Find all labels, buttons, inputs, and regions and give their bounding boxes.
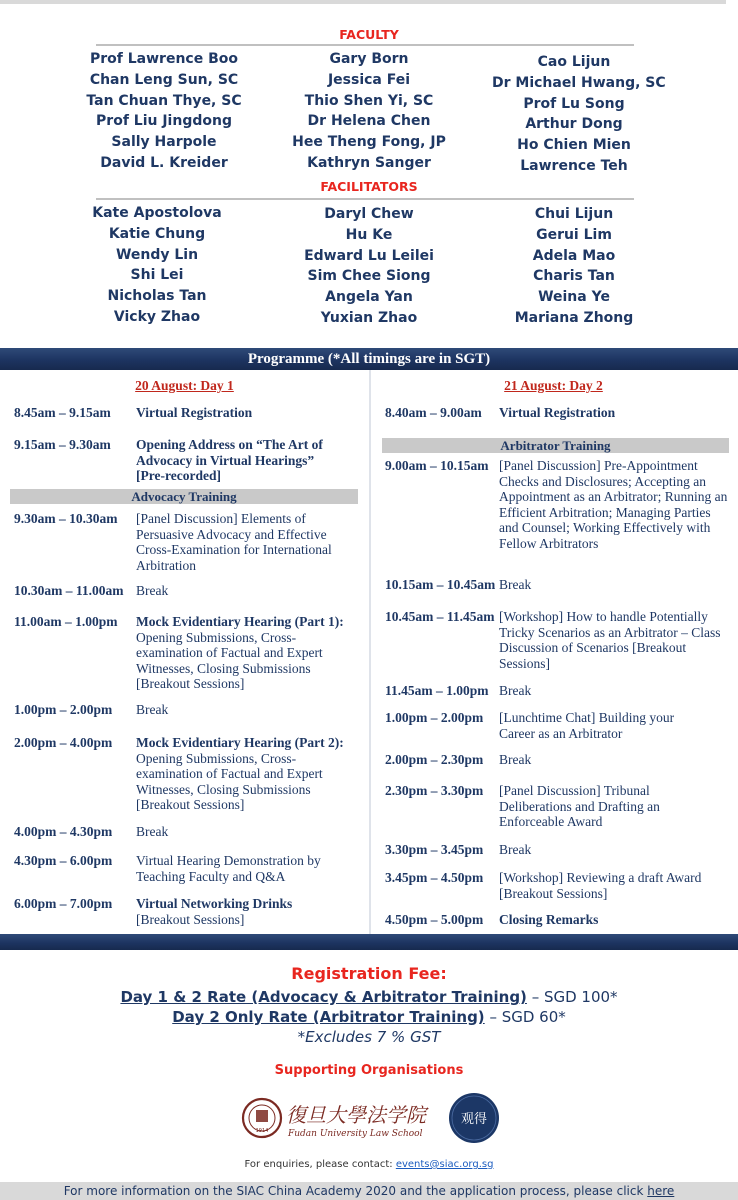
- faculty-col-3: [492, 52, 666, 177]
- day1-heading: 20 August: Day 1: [135, 378, 234, 393]
- rate-day1-2-label: Day 1 & 2 Rate (Advocacy & Arbitrator Training): [120, 988, 527, 1006]
- faculty-name: Thio Shen Yi, SC: [304, 92, 434, 109]
- session-time: 9.15am – 9.30am: [14, 437, 111, 452]
- rate-day2-label: Day 2 Only Rate (Arbitrator Training): [172, 1008, 485, 1026]
- facilitator-name: Hu Ke: [345, 226, 393, 243]
- faculty-col-1: [86, 49, 242, 174]
- footer-here-link[interactable]: here: [647, 1184, 675, 1198]
- programme-footer-bar: [0, 934, 738, 950]
- session-title: Mock Evidentiary Hearing (Part 2):: [136, 735, 344, 750]
- faculty-name: David L. Kreider: [100, 154, 228, 171]
- facilitator-name: Sim Chee Siong: [307, 268, 431, 285]
- facilitator-name: Gerui Lim: [536, 226, 612, 243]
- faculty-name: Ho Chien Mien: [517, 137, 631, 154]
- faculty-name: Jessica Fei: [327, 71, 411, 88]
- facilitators-rule: [96, 198, 634, 200]
- supporting-organisations-title: Supporting Organisations: [274, 1063, 464, 1078]
- column-divider: [369, 370, 371, 934]
- gst-note: *Excludes 7 % GST: [297, 1028, 441, 1046]
- faculty-name: Lawrence Teh: [520, 157, 628, 174]
- session-title: Virtual Registration: [499, 405, 616, 420]
- facilitator-name: Angela Yan: [325, 289, 413, 306]
- fudan-law-school-logo: [240, 1090, 502, 1146]
- session-description: Break: [136, 583, 169, 598]
- guande-badge-text: 观得: [460, 1112, 488, 1127]
- session-time: 11.00am – 1.00pm: [14, 614, 118, 629]
- enquiry-text: For enquiries, please contact:: [244, 1159, 396, 1170]
- session-description: [Panel Discussion] Pre-Appointment Checks and Disclosures; Accepting an Appointment as an Arbitrator; Running an Efficient Arbitration; Managing Parties and Counsel; Working Effectively with Fellow Arbitrators: [499, 458, 728, 551]
- faculty-name: Chan Leng Sun, SC: [89, 71, 239, 88]
- session-time: 11.45am – 1.00pm: [385, 683, 489, 698]
- top-strip: [0, 0, 726, 4]
- session-time: 1.00pm – 2.00pm: [385, 710, 484, 725]
- faculty-col-2: [284, 49, 454, 174]
- arbitrator-training-band: Arbitrator Training: [382, 438, 729, 453]
- faculty-name: Prof Lawrence Boo: [90, 51, 238, 67]
- faculty-name: Kathryn Sanger: [307, 154, 431, 171]
- session-description: Opening Submissions, Cross-examination of Factual and Expert Witnesses, Closing Submissions [Breakout Sessions]: [136, 629, 323, 692]
- faculty-name: Cao Lijun: [537, 54, 611, 70]
- rate-day2: [0, 1008, 738, 1026]
- session-time: 2.00pm – 4.00pm: [14, 735, 113, 750]
- session-description: Break: [136, 824, 169, 839]
- session-time: 10.15am – 10.45am: [385, 577, 496, 592]
- faculty-name: Hee Theng Fong, JP: [292, 134, 446, 151]
- facilitator-name: Wendy Lin: [115, 246, 199, 263]
- session-time: 10.30am – 11.00am: [14, 583, 124, 598]
- facilitator-name: Weina Ye: [538, 289, 610, 306]
- footer-text: For more information on the SIAC China Academy 2020 and the application process, please click: [63, 1184, 648, 1198]
- programme-header: Programme (*All timings are in SGT): [0, 348, 738, 370]
- facilitator-name: Yuxian Zhao: [320, 309, 418, 326]
- facilitator-name: Daryl Chew: [324, 206, 414, 222]
- facilitator-name: Chui Lijun: [534, 206, 614, 222]
- rate-day1-2-price: – SGD 100*: [526, 988, 618, 1006]
- session-description: Break: [499, 577, 532, 592]
- facilitator-name: Katie Chung: [108, 225, 206, 242]
- facilitator-name: Charis Tan: [533, 268, 615, 285]
- session-time: 1.00pm – 2.00pm: [14, 702, 113, 717]
- session-time: 4.00pm – 4.30pm: [14, 824, 113, 839]
- facilitator-name: Shi Lei: [130, 267, 184, 284]
- faculty-name: Dr Helena Chen: [307, 113, 431, 130]
- session-time: 9.30am – 10.30am: [14, 511, 118, 526]
- facilitators-col-2: [296, 204, 442, 329]
- seal-year: 1914: [255, 1128, 269, 1134]
- enquiry-line: [0, 1159, 738, 1170]
- facilitators-col-1: [92, 203, 222, 328]
- session-title: Mock Evidentiary Hearing (Part 1):: [136, 614, 344, 629]
- session-time: 9.00am – 10.15am: [385, 458, 489, 473]
- session-time: 10.45am – 11.45am: [385, 609, 495, 624]
- faculty-name: Prof Liu Jingdong: [96, 113, 232, 130]
- session-time: 8.40am – 9.00am: [385, 405, 482, 420]
- session-description: Break: [499, 683, 532, 698]
- facilitator-name: Mariana Zhong: [514, 309, 634, 326]
- facilitator-name: Kate Apostolova: [92, 205, 222, 221]
- session-description: [Lunchtime Chat] Building your Career as an Arbitrator: [499, 710, 675, 741]
- day2-heading: 21 August: Day 2: [504, 378, 603, 393]
- session-description: Opening Submissions, Cross-examination of Factual and Expert Witnesses, Closing Submissions [Breakout Sessions]: [136, 750, 323, 813]
- session-title: Opening Address on “The Art of Advocacy in Virtual Hearings” [Pre-recorded]: [136, 437, 323, 484]
- fudan-english-name: Fudan University Law School: [288, 1129, 423, 1139]
- faculty-heading: FACULTY: [339, 27, 399, 42]
- session-time: 2.30pm – 3.30pm: [385, 783, 484, 798]
- session-time: 3.30pm – 3.45pm: [385, 842, 484, 857]
- session-time: 6.00pm – 7.00pm: [14, 896, 113, 911]
- rate-day2-price: – SGD 60*: [484, 1008, 566, 1026]
- session-description: [Breakout Sessions]: [136, 911, 245, 927]
- session-description: Break: [499, 842, 532, 857]
- session-description: [Workshop] How to handle Potentially Tricky Scenarios as an Arbitrator – Class Discussion of Scenarios [Breakout Sessions]: [499, 609, 721, 671]
- session-description: [Panel Discussion] Elements of Persuasive Advocacy and Effective Cross-Examination for International Arbitration: [136, 511, 332, 573]
- session-title: Virtual Registration: [136, 405, 253, 420]
- faculty-name: Tan Chuan Thye, SC: [86, 92, 242, 109]
- faculty-name: Arthur Dong: [525, 116, 623, 133]
- session-time: 3.45pm – 4.50pm: [385, 870, 484, 885]
- session-description: [Panel Discussion] Tribunal Deliberations and Drafting an Enforceable Award: [499, 783, 660, 830]
- facilitator-name: Adela Mao: [532, 247, 616, 264]
- supporting-logos: [240, 1090, 502, 1146]
- session-description: Break: [499, 752, 532, 767]
- faculty-name: Prof Lu Song: [523, 95, 625, 112]
- fudan-chinese-name: 復旦大學法学院: [286, 1103, 426, 1127]
- facilitator-name: Vicky Zhao: [113, 308, 201, 325]
- footer-strip: [0, 1182, 738, 1200]
- facilitators-col-3: [508, 204, 640, 329]
- facilitator-name: Edward Lu Leilei: [304, 247, 434, 264]
- advocacy-training-band: Advocacy Training: [10, 489, 358, 504]
- facilitator-name: Nicholas Tan: [107, 288, 207, 305]
- faculty-name: Dr Michael Hwang, SC: [492, 74, 666, 91]
- enquiry-email-link[interactable]: events@siac.org.sg: [395, 1159, 494, 1170]
- faculty-name: Sally Harpole: [111, 134, 217, 151]
- session-time: 2.00pm – 2.30pm: [385, 752, 484, 767]
- session-time: 4.50pm – 5.00pm: [385, 912, 484, 927]
- session-title: Closing Remarks: [499, 912, 599, 927]
- facilitators-heading: FACILITATORS: [320, 179, 418, 194]
- session-description: Virtual Hearing Demonstration by Teaching Faculty and Q&A: [136, 853, 321, 884]
- faculty-name: Gary Born: [329, 51, 409, 67]
- session-title: Virtual Networking Drinks: [136, 896, 293, 911]
- rate-day1-2: [0, 988, 738, 1006]
- session-time: 4.30pm – 6.00pm: [14, 853, 113, 868]
- session-description: [Workshop] Reviewing a draft Award [Breakout Sessions]: [499, 870, 702, 901]
- faculty-rule: [96, 44, 634, 46]
- session-description: Break: [136, 702, 169, 717]
- session-time: 8.45am – 9.15am: [14, 405, 111, 420]
- registration-fee-title: Registration Fee:: [291, 964, 447, 983]
